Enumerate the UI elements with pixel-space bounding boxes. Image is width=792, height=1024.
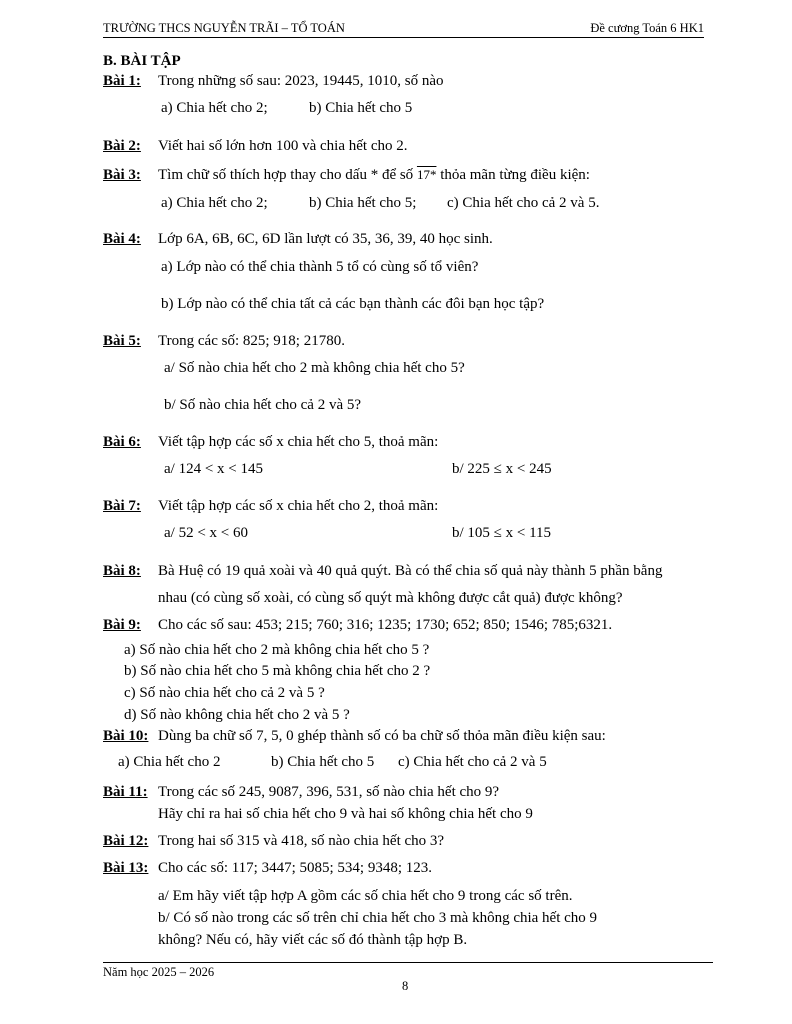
exercise-label: Bài 9: xyxy=(103,617,141,633)
exercise-text-continued: nhau (có cùng số xoài, có cùng số quýt mà không được cắt quả) được không? xyxy=(158,590,623,606)
option-a: a) Số nào chia hết cho 2 mà không chia hết cho 5 ? xyxy=(124,642,430,658)
exercise-text-post: thỏa mãn từng điều kiện: xyxy=(440,167,590,183)
option-a: a) Chia hết cho 2 xyxy=(118,754,221,770)
option-b: b) Chia hết cho 5 xyxy=(271,754,375,770)
exercise-text: Dùng ba chữ số 7, 5, 0 ghép thành số có ba chữ số thỏa mãn điều kiện sau: xyxy=(158,728,606,744)
option-a: a/ 52 < x < 60 xyxy=(164,525,248,541)
option-c: c) Chia hết cho cả 2 và 5 xyxy=(398,754,547,770)
exercise-label: Bài 2: xyxy=(103,138,141,154)
exercise-label: Bài 3: xyxy=(103,167,141,183)
option-b: b/ 225 ≤ x < 245 xyxy=(452,461,552,477)
exercise-text: Trong các số: 825; 918; 21780. xyxy=(158,333,345,349)
exercise-label: Bài 10: xyxy=(103,728,149,744)
page-header xyxy=(103,19,704,38)
exercise-text: Bà Huệ có 19 quả xoài và 40 quả quýt. Bà có thể chia số quả này thành 5 phần bằng xyxy=(158,563,663,579)
option-b-continued: không? Nếu có, hãy viết các số đó thành tập hợp B. xyxy=(158,932,468,948)
option-a: a) Lớp nào có thể chia thành 5 tổ có cùng số tổ viên? xyxy=(161,259,479,275)
option-b: b) Chia hết cho 5; xyxy=(309,195,417,211)
option-c: c) Chia hết cho cả 2 và 5. xyxy=(447,195,600,211)
exercise-text-continued: Hãy chỉ ra hai số chia hết cho 9 và hai số không chia hết cho 9 xyxy=(158,806,533,822)
option-b: b) Chia hết cho 5 xyxy=(309,100,413,116)
option-a: a/ Em hãy viết tập hợp A gồm các số chia hết cho 9 trong các số trên. xyxy=(158,888,573,904)
exercise-label: Bài 5: xyxy=(103,333,141,349)
option-a: a) Chia hết cho 2; xyxy=(161,100,268,116)
option-b: b) Số nào chia hết cho 5 mà không chia hết cho 2 ? xyxy=(124,663,431,679)
exercise-text: Trong những số sau: 2023, 19445, 1010, số nào xyxy=(158,73,444,89)
option-a: a) Chia hết cho 2; xyxy=(161,195,268,211)
exercise-text: Trong các số 245, 9087, 396, 531, số nào chia hết cho 9? xyxy=(158,784,500,800)
exercise-label: Bài 8: xyxy=(103,563,141,579)
option-b: b/ Số nào chia hết cho cả 2 và 5? xyxy=(164,397,362,413)
footer-school-year: Năm học 2025 – 2026 xyxy=(103,965,215,979)
option-b: b/ 105 ≤ x < 115 xyxy=(452,525,552,541)
option-b: b/ Có số nào trong các số trên chỉ chia hết cho 3 mà không chia hết cho 9 xyxy=(158,910,598,926)
exercise-label: Bài 11: xyxy=(103,784,148,800)
overline-number: 17* xyxy=(416,167,437,182)
exercise-text: Lớp 6A, 6B, 6C, 6D lần lượt có 35, 36, 39, 40 học sinh. xyxy=(158,231,493,247)
option-d: d) Số nào không chia hết cho 2 và 5 ? xyxy=(124,707,350,723)
option-a: a/ 124 < x < 145 xyxy=(164,461,263,477)
exercise-text: Cho các số sau: 453; 215; 760; 316; 1235; 1730; 652; 850; 1546; 785;6321. xyxy=(158,617,613,633)
exercise-text: Viết hai số lớn hơn 100 và chia hết cho 2. xyxy=(158,138,408,154)
exercise-label: Bài 12: xyxy=(103,833,149,849)
exercise-text: Trong hai số 315 và 418, số nào chia hết cho 3? xyxy=(158,833,445,849)
exercise-text: Viết tập hợp các số x chia hết cho 2, thoả mãn: xyxy=(158,498,439,514)
exercise-label: Bài 4: xyxy=(103,231,141,247)
exercise-text xyxy=(158,166,590,184)
header-subject: Đề cương Toán 6 HK1 xyxy=(590,21,704,35)
option-b: b) Lớp nào có thể chia tất cả các bạn thành các đôi bạn học tập? xyxy=(161,296,545,312)
exercise-text: Viết tập hợp các số x chia hết cho 5, thoả mãn: xyxy=(158,434,439,450)
exercise-label: Bài 13: xyxy=(103,860,149,876)
footer-divider xyxy=(103,962,713,963)
exercise-text-pre: Tìm chữ số thích hợp thay cho dấu * để số xyxy=(158,167,414,183)
section-title: B. BÀI TẬP xyxy=(103,53,181,69)
exercise-label: Bài 7: xyxy=(103,498,141,514)
page-number: 8 xyxy=(402,979,409,993)
exercise-text: Cho các số: 117; 3447; 5085; 534; 9348; 123. xyxy=(158,860,433,876)
option-a: a/ Số nào chia hết cho 2 mà không chia hết cho 5? xyxy=(164,360,465,376)
header-school: TRƯỜNG THCS NGUYỄN TRÃI – TỔ TOÁN xyxy=(103,21,345,35)
option-c: c) Số nào chia hết cho cả 2 và 5 ? xyxy=(124,685,325,701)
exercise-label: Bài 1: xyxy=(103,73,141,89)
exercise-label: Bài 6: xyxy=(103,434,141,450)
